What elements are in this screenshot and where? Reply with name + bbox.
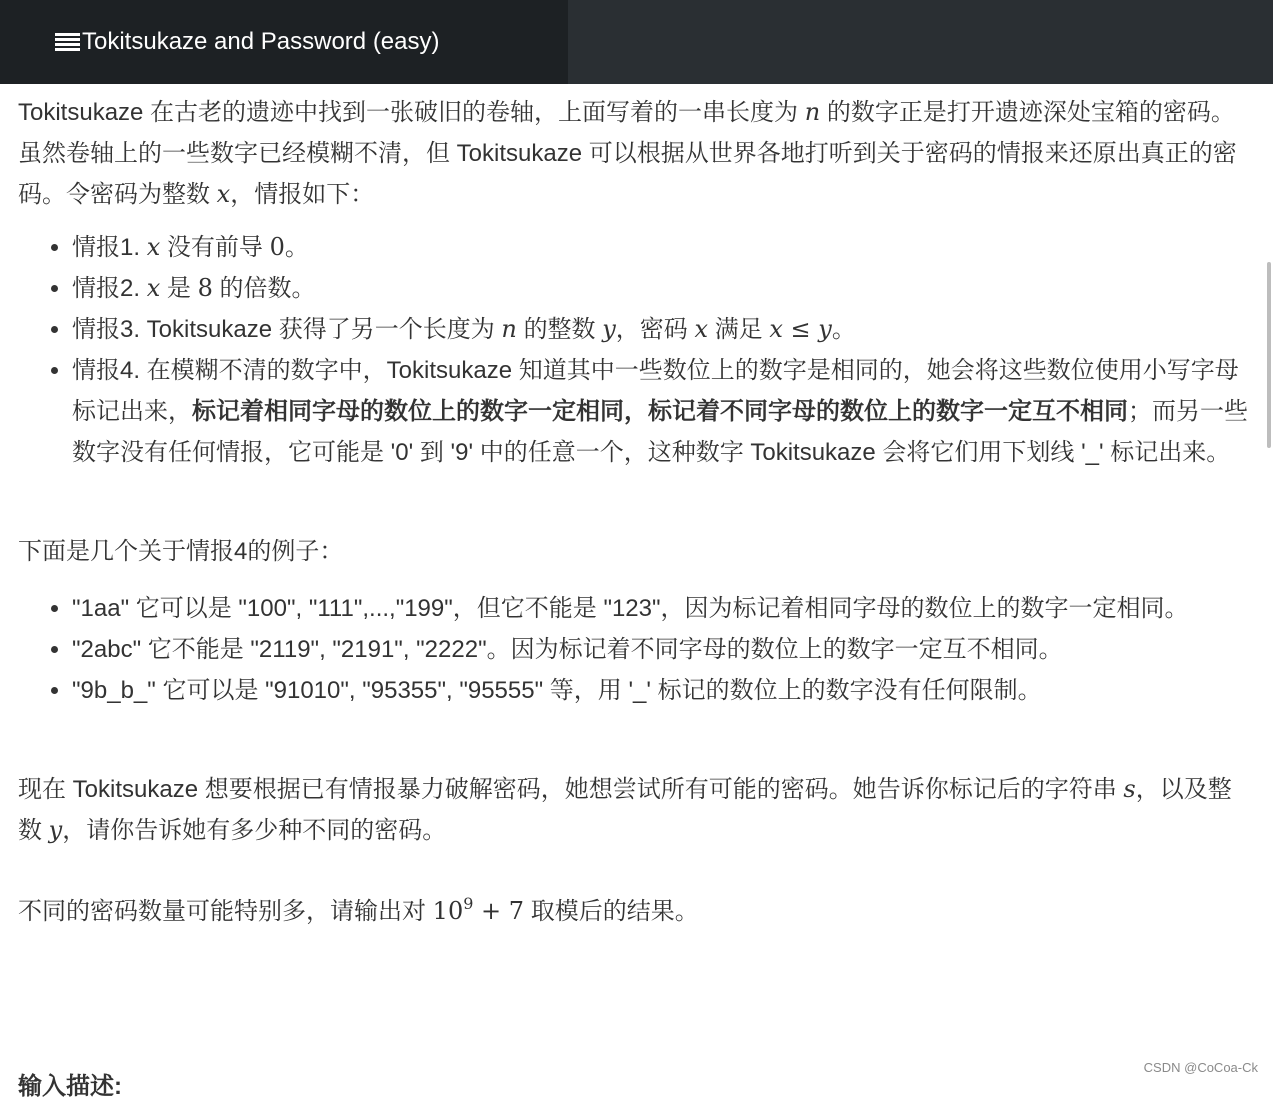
math-x: x: [216, 180, 231, 208]
example-list: [18, 588, 1250, 711]
math-n: n: [804, 98, 821, 126]
bold-rule: 标记着相同字母的数位上的数字一定相同，标记着不同字母的数位上的数字一定互不相同: [192, 398, 1128, 425]
clue-list: [18, 227, 1250, 473]
clue-item: • 情报2. x 是 8 的倍数。: [72, 268, 1250, 309]
watermark: CSDN @CoCoa-Ck: [1143, 1060, 1258, 1075]
problem-title: Tokitsukaze and Password (easy): [82, 28, 440, 55]
problem-description: [18, 92, 1250, 932]
scrollbar-thumb[interactable]: [1267, 262, 1271, 448]
example-item: • "1aa" 它可以是 "100", "111",...,"199"，但它不能是 "123"，因为标记着相同字母的数位上的数字一定相同。: [72, 588, 1250, 629]
list-icon: [55, 32, 80, 52]
header-bar: [0, 0, 1273, 84]
clue-item: • 情报1. x 没有前导 0。: [72, 227, 1250, 268]
task-paragraph: 现在 Tokitsukaze 想要根据已有情报暴力破解密码，她想尝试所有可能的密码。她告诉你标记后的字符串 s，以及整数 y，请你告诉她有多少种不同的密码。: [18, 775, 1232, 844]
example-item: • "2abc" 它不能是 "2119", "2191", "2222"。因为标记着不同字母的数位上的数字一定互不相同。: [72, 629, 1250, 670]
modulo-paragraph: 不同的密码数量可能特别多，请输出对 $10^9 + 7$ 取模后的结果。: [18, 894, 699, 925]
input-description-heading: 输入描述:: [18, 1073, 122, 1100]
title-panel: [0, 0, 568, 84]
intro-paragraph: Tokitsukaze 在古老的遗迹中找到一张破旧的卷轴，上面写着的一串长度为 n 的数字正是打开遗迹深处宝箱的密码。虽然卷轴上的一些数字已经模糊不清，但 Tokitsukaze 可以根据从世界各地打听到关于密码的情报来还原出真正的密码。令密码为整数 x，情报如下：: [18, 98, 1237, 208]
clue-item: • 情报4. 在模糊不清的数字中，Tokitsukaze 知道其中一些数位上的数字是相同的，她会将这些数位使用小写字母标记出来，标记着相同字母的数位上的数字一定相同，标记着不同字母的数位上的数字一定互不相同；而另一些数字没有任何情报，它可能是 '0' 到 '9' 中的任意一个，这种数字 Tokitsukaze 会将它们用下划线 '_' 标记出来。: [72, 350, 1250, 473]
examples-intro: 下面是几个关于情报4的例子：: [18, 538, 344, 565]
scrollbar[interactable]: [1265, 84, 1273, 1083]
example-item: • "9b_b_" 它可以是 "91010", "95355", "95555" 等，用 '_' 标记的数位上的数字没有任何限制。: [72, 670, 1250, 711]
clue-item: • 情报3. Tokitsukaze 获得了另一个长度为 n 的整数 y，密码 x 满足 x ≤ y。: [72, 309, 1250, 350]
